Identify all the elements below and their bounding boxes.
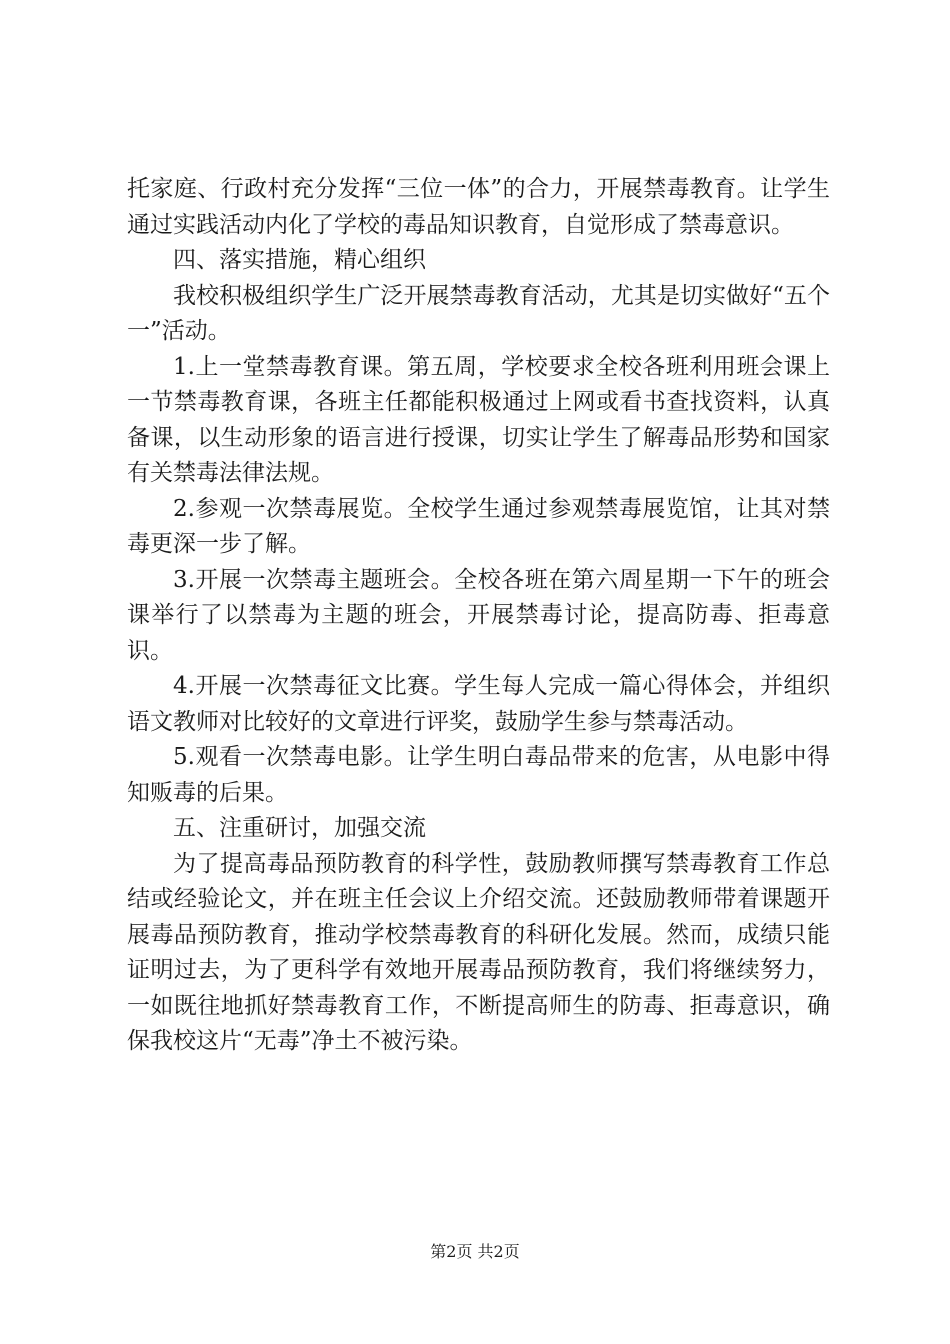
document-body [127,172,830,1060]
section-heading-4: 四、落实措施，精心组织 [173,247,426,273]
section-heading-5: 五、注重研讨，加强交流 [173,815,426,841]
list-item-5: 5.观看一次禁毒电影。让学生明白毒品带来的危害，从电影中得知贩毒的后果。 [127,744,830,806]
paragraph-conclusion: 为了提高毒品预防教育的科学性，鼓励教师撰写禁毒教育工作总结或经验论文，并在班主任会议上介绍交流。还鼓励教师带着课题开展毒品预防教育，推动学校禁毒教育的科研化发展。然而，成绩只能证明过去，为了更科学有效地开展毒品预防教育，我们将继续努力，一如既往地抓好禁毒教育工作，不断提高师生的防毒、拒毒意识，确保我校这片“无毒”净土不被污染。 [127,850,830,1054]
paragraph-five-activities-intro: 我校积极组织学生广泛开展禁毒教育活动，尤其是切实做好“五个一”活动。 [127,282,830,344]
page-number-footer: 第2页 共2页 [430,1242,520,1261]
paragraph-continuation: 托家庭、行政村充分发挥“三位一体”的合力，开展禁毒教育。让学生通过实践活动内化了学校的毒品知识教育，自觉形成了禁毒意识。 [127,176,830,238]
list-item-2: 2.参观一次禁毒展览。全校学生通过参观禁毒展览馆，让其对禁毒更深一步了解。 [127,495,830,557]
list-item-1: 1.上一堂禁毒教育课。第五周，学校要求全校各班利用班会课上一节禁毒教育课，各班主任都能积极通过上网或看书查找资料，认真备课，以生动形象的语言进行授课，切实让学生了解毒品形势和国家有关禁毒法律法规。 [127,353,830,486]
list-item-3: 3.开展一次禁毒主题班会。全校各班在第六周星期一下午的班会课举行了以禁毒为主题的班会，开展禁毒讨论，提高防毒、拒毒意识。 [127,566,830,664]
list-item-4: 4.开展一次禁毒征文比赛。学生每人完成一篇心得体会，并组织语文教师对比较好的文章进行评奖，鼓励学生参与禁毒活动。 [127,673,830,735]
